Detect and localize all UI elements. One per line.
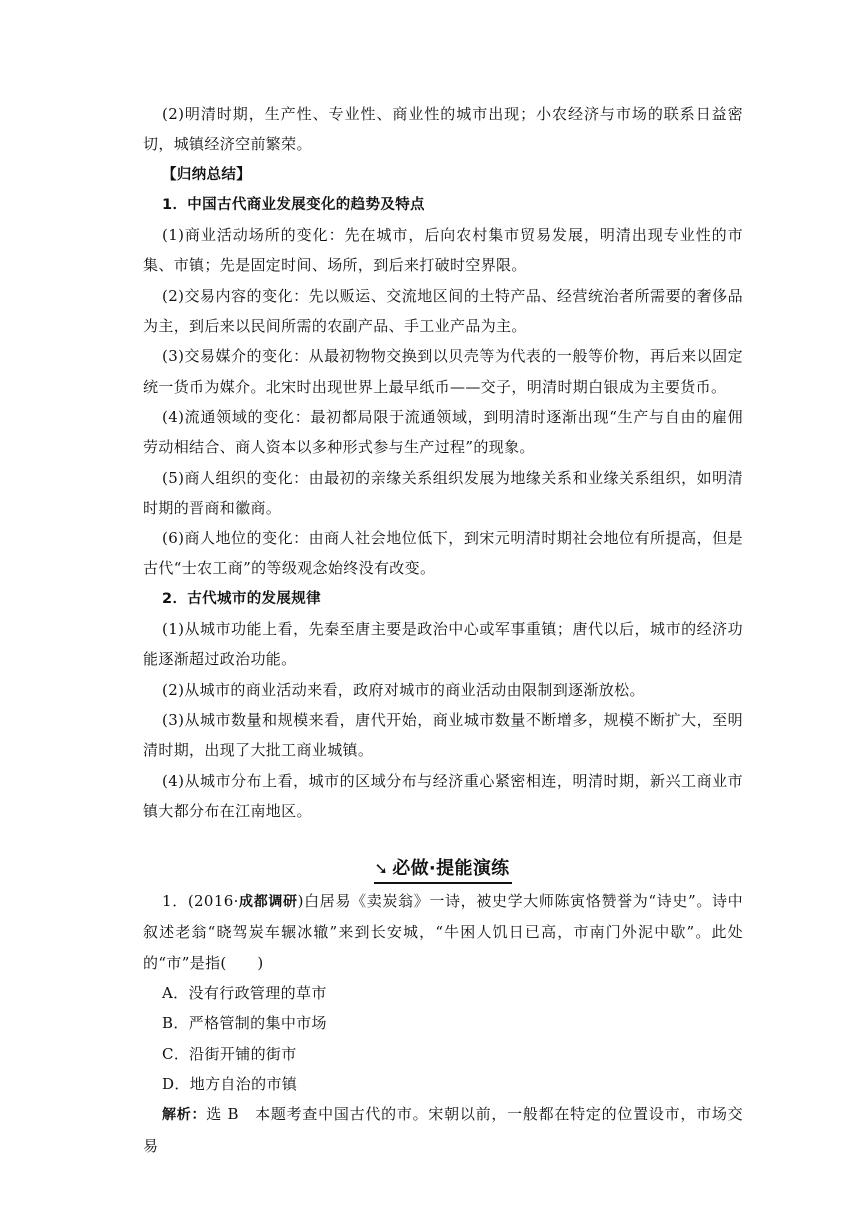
summary-label: 【归纳总结】	[162, 166, 252, 183]
intro-paragraph: (2)明清时期，生产性、专业性、商业性的城市出现；小农经济与市场的联系日益密切，城镇经济空前繁荣。	[143, 105, 743, 154]
heading-commerce-trends: 1．中国古代商业发展变化的趋势及特点	[162, 196, 425, 213]
analysis-label: 解析：	[162, 1107, 207, 1124]
option-c: C．沿街开铺的街市	[162, 1044, 297, 1063]
list-item: (1)商业活动场所的变化：先在城市，后向农村集市贸易发展，明清出现专业性的市集、市镇；先是固定时间、场所，到后来打破时空界限。	[143, 226, 743, 275]
section-title-text: 必做·提能演练	[392, 858, 510, 880]
list-item: (5)商人组织的变化：由最初的亲缘关系组织发展为地缘关系和业缘关系组织，如明清时期的晋商和徽商。	[143, 468, 743, 517]
document-content	[143, 99, 743, 1161]
analysis-text: 选 B 本题考查中国古代的市。宋朝以前，一般都在特定的位置设市，市场交易	[143, 1105, 743, 1155]
option-b: B．严格管制的集中市场	[162, 1014, 327, 1033]
section-title	[143, 854, 743, 884]
list-item: (3)交易媒介的变化：从最初物物交换到以贝壳等为代表的一般等价物，再后来以固定统一货币为媒介。北宋时出现世界上最早纸币——交子，明清时期白银成为主要货币。	[143, 347, 743, 396]
list-item: (4)从城市分布上看，城市的区域分布与经济重心紧密相连，明清时期，新兴工商业市镇大都分布在江南地区。	[143, 771, 743, 820]
list-item: (6)商人地位的变化：由商人社会地位低下，到宋元明清时期社会地位有所提高，但是古代“士农工商”的等级观念始终没有改变。	[143, 529, 743, 578]
list-item: (2)交易内容的变化：先以贩运、交流地区间的土特产品、经营统治者所需要的奢侈品为主，到后来以民间所需的农副产品、手工业产品为主。	[143, 286, 743, 336]
question-stem	[143, 886, 743, 978]
arrow-icon: ➘	[374, 859, 389, 879]
option-a: A．没有行政管理的草市	[162, 984, 327, 1003]
section-title-wrap	[374, 856, 511, 884]
list-item: (4)流通领域的变化：最初都局限于流通领域，到明清时逐渐出现“生产与自由的雇佣劳动相结合、商人资本以多种形式参与生产过程”的现象。	[143, 407, 743, 457]
heading-city-development: 2．古代城市的发展规律	[162, 590, 321, 607]
list-item: (1)从城市功能上看，先秦至唐主要是政治中心或军事重镇；唐代以后，城市的经济功能逐渐超过政治功能。	[143, 620, 743, 669]
list-item: (2)从城市的商业活动来看，政府对城市的商业活动由限制到逐渐放松。	[162, 680, 645, 699]
question-source: 成都调研	[238, 894, 298, 911]
list-item: (3)从城市数量和规模来看，唐代开始，商业城市数量不断增多，规模不断扩大，至明清时期，出现了大批工商业城镇。	[143, 710, 743, 760]
option-d: D．地方自治的市镇	[162, 1074, 298, 1093]
analysis	[143, 1099, 743, 1161]
question-number: 1．(2016·	[162, 892, 239, 911]
question-text: )白居易《卖炭翁》一诗，被史学大师陈寅恪赞誉为“诗史”。诗中叙述老翁“晓驾炭车辗冰辙”来到长安城，“牛困人饥日已高，市南门外泥中歇”。此处的“市”是指( )	[143, 892, 744, 972]
